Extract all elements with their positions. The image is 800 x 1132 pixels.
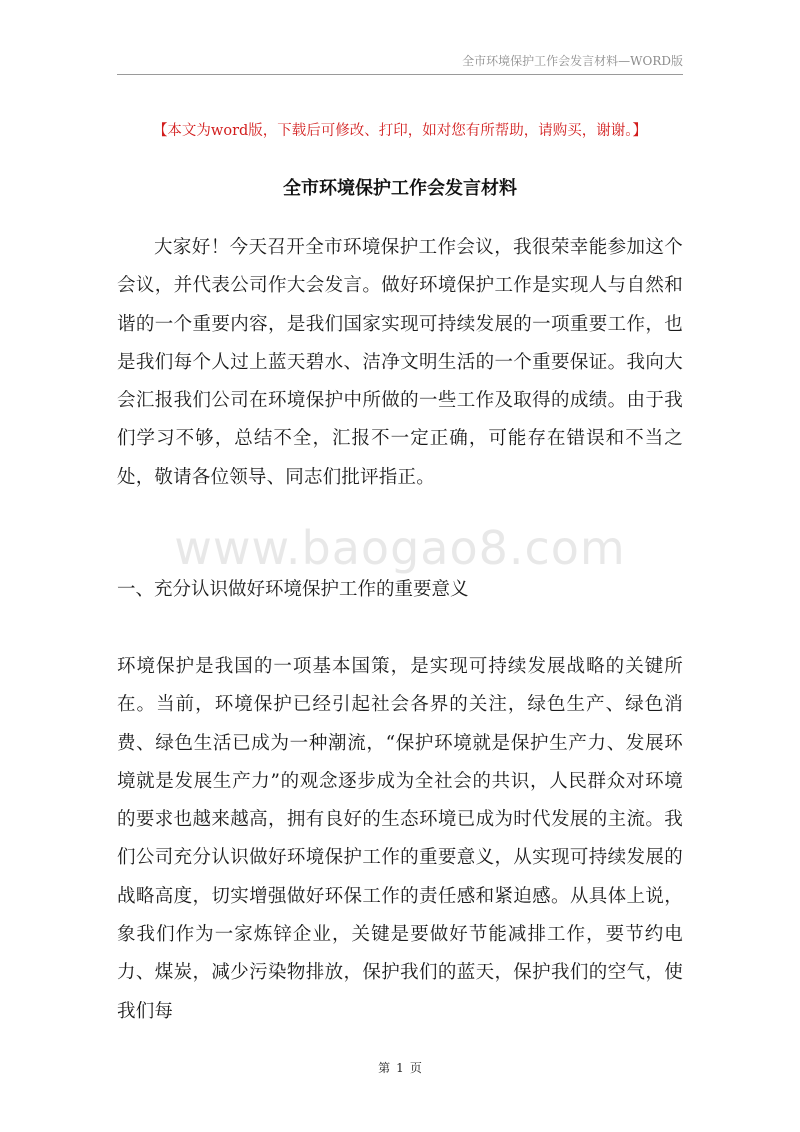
header-divider: [117, 74, 683, 75]
section-heading-1: 一、充分认识做好环境保护工作的重要意义: [117, 579, 469, 600]
section-1-paragraph: 环境保护是我国的一项基本国策，是实现可持续发展战略的关键所在。当前，环境保护已经引起社会各界的关注，绿色生产、绿色消费、绿色生活已成为一种潮流，“保护环境就是保护生产力、发展环境就是发展生产力”的观念逐步成为全社会的共识，人民群众对环境的要求也越来越高，拥有良好的生态环境已成为时代发展的主流。我们公司充分认识做好环境保护工作的重要意义，从实现可持续发展的战略高度，切实增强做好环保工作的责任感和紧迫感。从具体上说，象我们作为一家炼锌企业，关键是要做好节能减排工作，要节约电力、煤炭，减少污染物排放，保护我们的蓝天，保护我们的空气，使我们每: [117, 656, 683, 1022]
page-footer: [0, 1059, 800, 1076]
page-number: 1: [396, 1061, 404, 1075]
running-header: 全市环境保护工作会发言材料—WORD版: [462, 54, 683, 68]
document-title: 全市环境保护工作会发言材料: [283, 178, 517, 199]
download-notice: 【本文为word版，下载后可修改、打印，如对您有所帮助，请购买，谢谢。】: [152, 123, 648, 139]
watermark: www.baogao8.com: [174, 521, 626, 575]
footer-prefix: 第: [378, 1061, 391, 1075]
intro-paragraph: 大家好！今天召开全市环境保护工作会议，我很荣幸能参加这个会议，并代表公司作大会发言。做好环境保护工作是实现人与自然和谐的一个重要内容，是我们国家实现可持续发展的一项重要工作，也是我们每个人过上蓝天碧水、洁净文明生活的一个重要保证。我向大会汇报我们公司在环境保护中所做的一些工作及取得的成绩。由于我们学习不够，总结不全，汇报不一定正确，可能存在错误和不当之处，敬请各位领导、同志们批评指正。: [117, 237, 683, 488]
footer-suffix: 页: [409, 1061, 422, 1075]
